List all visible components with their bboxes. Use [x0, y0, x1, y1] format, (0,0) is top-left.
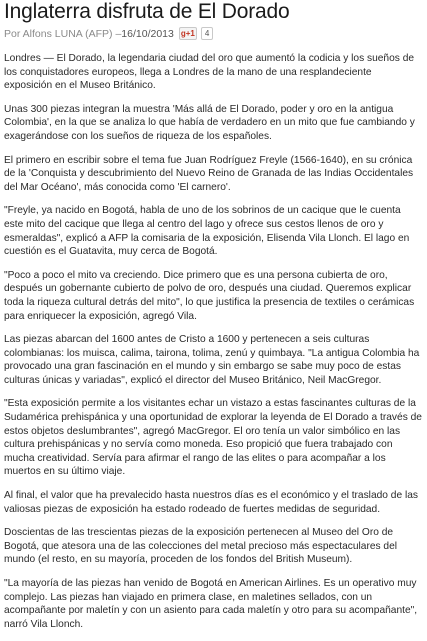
page-title: Inglaterra disfruta de El Dorado [4, 0, 290, 23]
article-paragraph: Al final, el valor que ha prevalecido hasta nuestros días es el económico y el traslado de las valiosas piezas de exposición ha estado rodeado de fuertes medidas de seguridad. [4, 490, 418, 515]
article-paragraph: "Poco a poco el mito va creciendo. Dice primero que es una persona cubierta de oro, después un gobernante cubierto de polvo de oro, después una ciudad. Queremos explicar toda la riqueza cultural detrás del mito", lo que justifica la presencia de textiles o cerámicas para enriquecer la exposición, agregó Vila. [4, 269, 415, 322]
article-paragraph: "La mayoría de las piezas han venido de Bogotá en American Airlines. Es un operativo muy complejo. Las piezas han viajado en primera clase, en maletines sellados, con un acompañante por maletín y con un asiento para cada maletín y otro para su acompañante", narró Vila Llonch. [4, 578, 418, 630]
article-paragraph: "Freyle, ya nacido en Bogotá, habla de uno de los sobrinos de un cacique que le cuenta este mito del cacique que llega al centro del lago y ofrece sus cestos llenos de oro y esmeraldas", explicó a AFP la comisaria de la exposición, Elisenda Vila Llonch. El lago en cuestión es el Guatavita, muy cerca de Bogotá. [4, 205, 410, 258]
article-paragraph: Londres — El Dorado, la legendaria ciudad del oro que aumentó la codicia y los sueños de los conquistadores europeos, llega a Londres de la mano de una resplandeciente exposición en el Museo Británico. [4, 53, 415, 92]
author-text: Por Alfons LUNA (AFP) – [4, 27, 122, 40]
article-paragraph: "Esta exposición permite a los visitantes echar un vistazo a estas fascinantes culturas de la Sudamérica prehispánica y una oportunidad de explorar la leyenda de El Dorado a través de estos objetos deslumbrantes", agregó MacGregor. El oro tenía un valor simbólico en las cultura prehispánicas y no servía como moneda. Eso propició que fuera trabajado con mucha creatividad. Servía para afirmar el rango de las elites o para acompañar a los muertos en su último viaje. [4, 398, 422, 478]
article-paragraph: Las piezas abarcan del 1600 antes de Cristo a 1600 y pertenecen a seis culturas colombianas: los muisca, calima, tairona, tolima, zenú y quimbaya. "La antigua Colombia ha provocado una gran fascinación en el mundo y sin embargo se sabe muy poco de estas culturas únicas y variadas", explicó el director del Museo Británico, Neil MacGregor. [4, 334, 420, 386]
byline [4, 27, 213, 40]
share-count: 4 [201, 27, 213, 40]
article-paragraph: El primero en escribir sobre el tema fue Juan Rodríguez Freyle (1566-1640), en su crónica de la 'Conquista y descubrimiento del Nuevo Reino de Granada de las Indias Occidentales del Mar Océano', más conocida como 'El carnero'. [4, 154, 414, 193]
publish-date: 16/10/2013 [121, 27, 174, 40]
article-body [4, 52, 422, 641]
google-plus-icon[interactable]: g+1 [180, 29, 195, 38]
article-paragraph: Unas 300 piezas integran la muestra 'Más allá de El Dorado, poder y oro en la antigua Colombia', en la que se analiza lo que había de verdadero en un mito que fue cambiando y exagerándose con los sueños de riqueza de los españoles. [4, 103, 415, 142]
article-paragraph: Doscientas de las trescientas piezas de la exposición pertenecen al Museo del Oro de Bogotá, que atesora una de las colecciones del metal precioso más espectaculares del mundo (el resto, en su mayoría, proceden de los fondos del British Museum). [4, 527, 398, 566]
